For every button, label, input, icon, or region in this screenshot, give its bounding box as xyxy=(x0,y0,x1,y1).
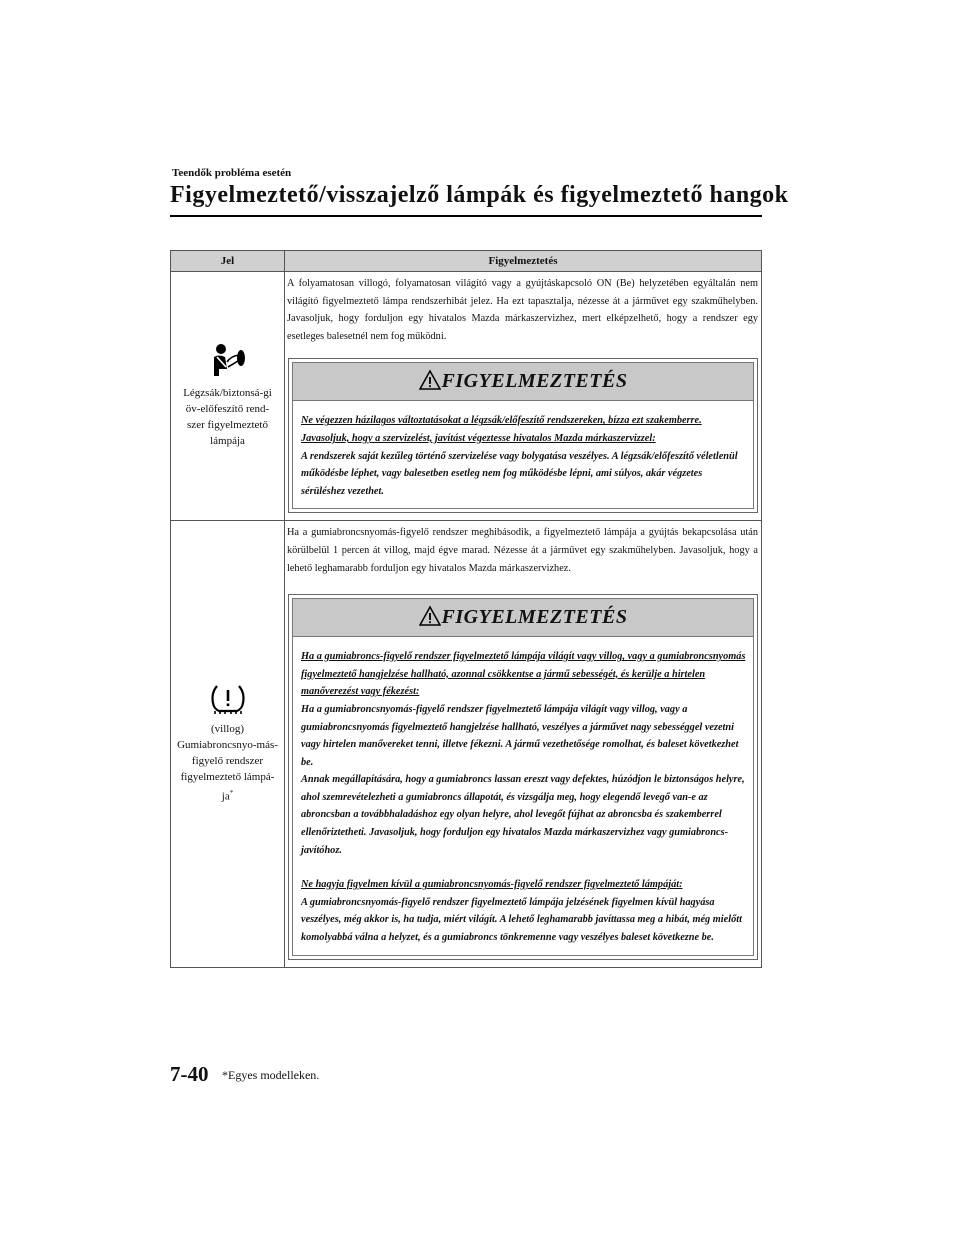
symbol-label: Légzsák/biztonsá-gi öv-előfeszítő rend-szer figyelmeztető lámpája xyxy=(183,387,272,448)
warning-cell xyxy=(285,272,761,520)
warning-box-title: FIGYELMEZTETÉS xyxy=(441,370,628,393)
warning-heading: Ne végezzen házilagos változtatásokat a légzsák/előfeszítő rendszereken, bízza ezt szakemberre. Javasoljuk, hogy a szervizelést, javítást végeztesse hivatalos Mazda márkaszervizzel: xyxy=(301,415,702,444)
symbol-cell xyxy=(171,272,285,520)
spacer xyxy=(301,859,747,876)
description-paragraph: A folyamatosan villogó, folyamatosan világító vagy a gyújtáskapcsoló ON (Be) helyzetében egyáltalán nem világító figyelmeztető lámpa rendszerhibát jelez. Ha ezt tapasztalja, nézesse át a járművet egy szakműhelyben. Javasoljuk, hogy forduljon egy hivatalos Mazda márkaszervizhez, mert elképzelhető, hogy a rendszer egy esetleges balesetnél nem fog működni. xyxy=(287,278,758,342)
description-paragraph: Ha a gumiabroncsnyomás-figyelő rendszer meghibásodik, a figyelmeztető lámpája a gyújtás bekapcsolása után körülbelül 1 percen át villog, majd égve marad. Nézesse át a járművet egy szakműhelyben. Javasoljuk, hogy a lehető leghamarabb forduljon egy hivatalos Mazda márkaszervizhez. xyxy=(287,527,758,574)
footnote: *Egyes modelleken. xyxy=(222,1068,320,1082)
column-header-symbol: Jel xyxy=(171,251,285,271)
airbag-seatbelt-icon xyxy=(210,343,246,377)
warning-body: A rendszerek saját kezűleg történő szervizelése vagy bolygatása veszélyes. A légzsák/előfeszítő véletlenül működésbe léphet, vagy balesetben esetleg nem fog működésbe lépni, ami súlyos, akár végzetes sérüléshez vezethet. xyxy=(301,450,738,497)
symbol-label-wrap xyxy=(177,737,278,805)
section-label: Teendők probléma esetén xyxy=(172,167,292,179)
warning-body: Ha a gumiabroncsnyomás-figyelő rendszer figyelmeztető lámpája világít vagy villog, vagy a gumiabroncsnyomás figyelmeztető hangjelzése hallható, veszélyes a járművet nagy sebességgel vezetni vagy hirtelen manővereket tenni, illetve fékezni. A jármű vezethetősége romolhat, és baleset következhet be. xyxy=(301,703,739,768)
warning-box-header xyxy=(293,363,753,401)
warning-box-title: FIGYELMEZTETÉS xyxy=(441,606,628,629)
footnote-marker: * xyxy=(229,789,234,798)
warning-lights-table xyxy=(170,250,762,968)
table-row xyxy=(171,272,761,521)
symbol-label: Gumiabroncsnyo-más-figyelő rendszer figyelmeztető lámpá-ja xyxy=(177,739,278,803)
symbol-state: (villog) xyxy=(211,723,244,736)
warning-box-content xyxy=(289,401,757,512)
page-title: Figyelmeztető/visszajelző lámpák és figyelmeztető hangok xyxy=(170,182,789,208)
page-number: 7-40 xyxy=(170,1062,209,1086)
warning-body: Annak megállapítására, hogy a gumiabroncs lassan ereszt vagy defektes, húzódjon le biztonságos helyre, ahol szemrevételezheti a gumiabroncs állapotát, és vizsgálja meg, hogy elegendő levegő van-e az abroncsban a továbbhaladáshoz egy olyan helyre, ahol levegőt fújhat az abroncsba és szakemberrel ellenőriztetheti. Javasoljuk, hogy forduljon egy hivatalos Mazda márkaszervizhez vagy gumiabroncs-javítóhoz. xyxy=(301,774,745,856)
warning-triangle-icon xyxy=(419,605,441,627)
warning-box xyxy=(288,358,758,513)
warning-box-header xyxy=(293,599,753,637)
title-rule xyxy=(170,215,762,217)
table-row xyxy=(171,521,761,966)
warning-cell xyxy=(285,521,761,966)
warning-heading: Ha a gumiabroncs-figyelő rendszer figyelmeztető lámpája világít vagy villog, vagy a gumiabroncsnyomás figyelmeztető hangjelzése hallható, azonnal csökkentse a jármű sebességét, és kerülje a hirtelen manőverezést vagy fékezést: xyxy=(301,651,746,698)
warning-body: A gumiabroncsnyomás-figyelő rendszer figyelmeztető lámpája jelzésének figyelmen kívül hagyása veszélyes, még akkor is, ha tudja, miért világít. A lehető leghamarabb javíttassa meg a hibát, még mielőtt komolyabbá válna a helyzet, és a gumiabroncs tönkremenne vagy veszélyes baleset következne be. xyxy=(301,896,742,944)
warning-box xyxy=(288,594,758,960)
table-header xyxy=(171,251,761,272)
tire-pressure-icon xyxy=(208,683,248,715)
warning-triangle-icon xyxy=(419,369,441,391)
warning-box-content xyxy=(289,637,757,959)
warning-heading: Ne hagyja figyelmen kívül a gumiabroncsnyomás-figyelő rendszer figyelmeztető lámpáját: xyxy=(301,879,683,891)
symbol-cell xyxy=(171,521,285,966)
column-header-warning: Figyelmeztetés xyxy=(488,255,558,267)
